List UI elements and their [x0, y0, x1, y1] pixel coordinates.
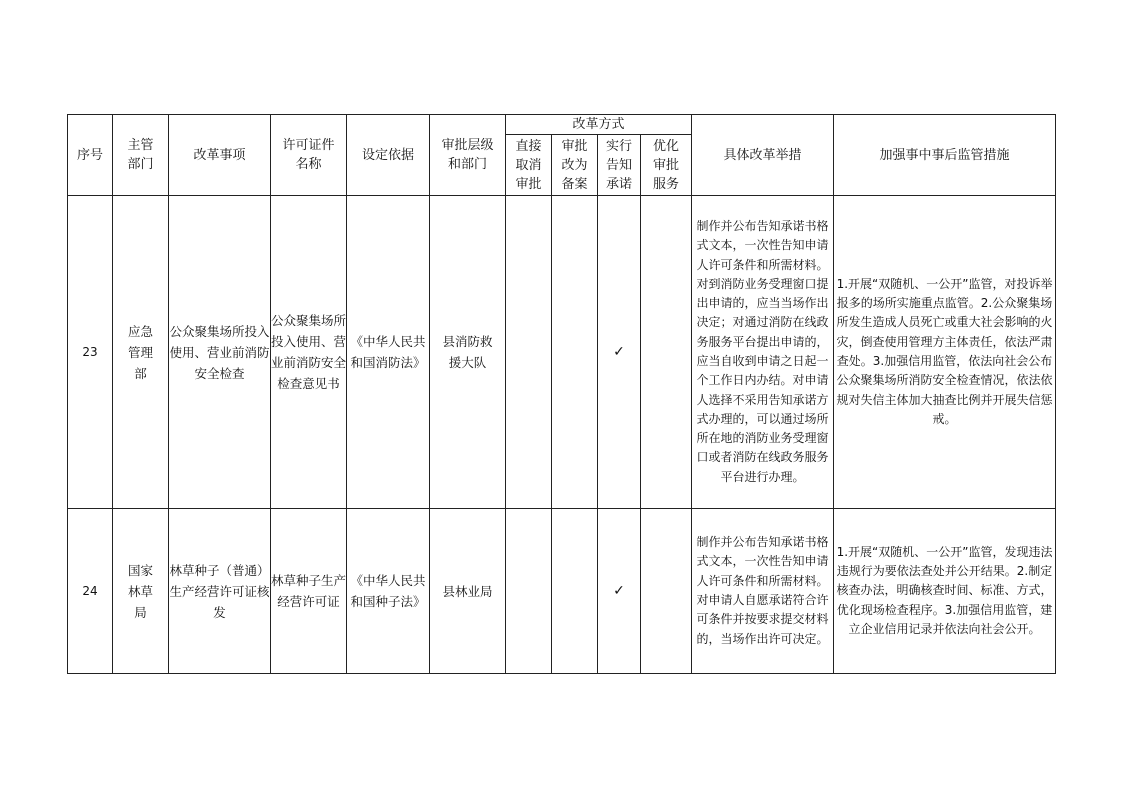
row-seq: 23 — [68, 196, 113, 509]
row-level: 县林业局 — [430, 509, 506, 674]
row-license: 林草种子生产经营许可证 — [271, 509, 347, 674]
header-row-top — [68, 115, 1056, 135]
row-item: 公众聚集场所投入使用、营业前消防安全检查 — [169, 196, 271, 509]
header-method-cancel: 直接取消审批 — [506, 135, 552, 196]
table-row — [68, 196, 1056, 509]
reform-table — [67, 114, 1056, 674]
row-mark-optimize — [641, 509, 692, 674]
row-measures: 制作并公布告知承诺书格式文本，一次性告知申请人许可条件和所需材料。对申请人自愿承诺符合许可条件并按要求提交材料的，当场作出许可决定。 — [692, 509, 834, 674]
header-method-record: 审批改为备案 — [552, 135, 598, 196]
row-mark-promise: ✓ — [598, 196, 641, 509]
header-item: 改革事项 — [169, 115, 271, 196]
header-level: 审批层级和部门 — [430, 115, 506, 196]
row-basis: 《中华人民共和国消防法》 — [347, 196, 430, 509]
header-method-promise: 实行告知承诺 — [598, 135, 641, 196]
row-supervision: 1.开展“双随机、一公开”监管，发现违法违规行为要依法查处并公开结果。2.制定核查办法，明确核查时间、标准、方式，优化现场检查程序。3.加强信用监管，建立企业信用记录并依法向社会公开。 — [834, 509, 1056, 674]
row-license: 公众聚集场所投入使用、营业前消防安全检查意见书 — [271, 196, 347, 509]
row-mark-optimize — [641, 196, 692, 509]
row-dept: 国家林草局 — [113, 509, 169, 674]
row-mark-record — [552, 196, 598, 509]
header-basis: 设定依据 — [347, 115, 430, 196]
row-level: 县消防救援大队 — [430, 196, 506, 509]
row-item: 林草种子（普通）生产经营许可证核发 — [169, 509, 271, 674]
row-dept: 应急管理部 — [113, 196, 169, 509]
row-mark-cancel — [506, 509, 552, 674]
row-measures: 制作并公布告知承诺书格式文本，一次性告知申请人许可条件和所需材料。对到消防业务受理窗口提出申请的，应当当场作出决定；对通过消防在线政务服务平台提出申请的，应当自收到申请之日起一个工作日内办结。对申请人选择不采用告知承诺方式办理的，可以通过场所所在地的消防业务受理窗口或者消防在线政务服务平台进行办理。 — [692, 196, 834, 509]
table-row — [68, 509, 1056, 674]
header-supervision: 加强事中事后监管措施 — [834, 115, 1056, 196]
header-license: 许可证件名称 — [271, 115, 347, 196]
row-mark-cancel — [506, 196, 552, 509]
header-measures: 具体改革举措 — [692, 115, 834, 196]
header-method-optimize: 优化审批服务 — [641, 135, 692, 196]
header-seq: 序号 — [68, 115, 113, 196]
row-supervision: 1.开展“双随机、一公开”监管，对投诉举报多的场所实施重点监管。2.公众聚集场所发生造成人员死亡或重大社会影响的火灾，倒查使用管理方主体责任，依法严肃查处。3.加强信用监管，依法向社会公布公众聚集场所消防安全检查情况，依法依规对失信主体加大抽查比例并开展失信惩戒。 — [834, 196, 1056, 509]
row-basis: 《中华人民共和国种子法》 — [347, 509, 430, 674]
row-mark-promise: ✓ — [598, 509, 641, 674]
row-mark-record — [552, 509, 598, 674]
header-dept: 主管部门 — [113, 115, 169, 196]
header-method-group: 改革方式 — [506, 115, 692, 135]
row-seq: 24 — [68, 509, 113, 674]
